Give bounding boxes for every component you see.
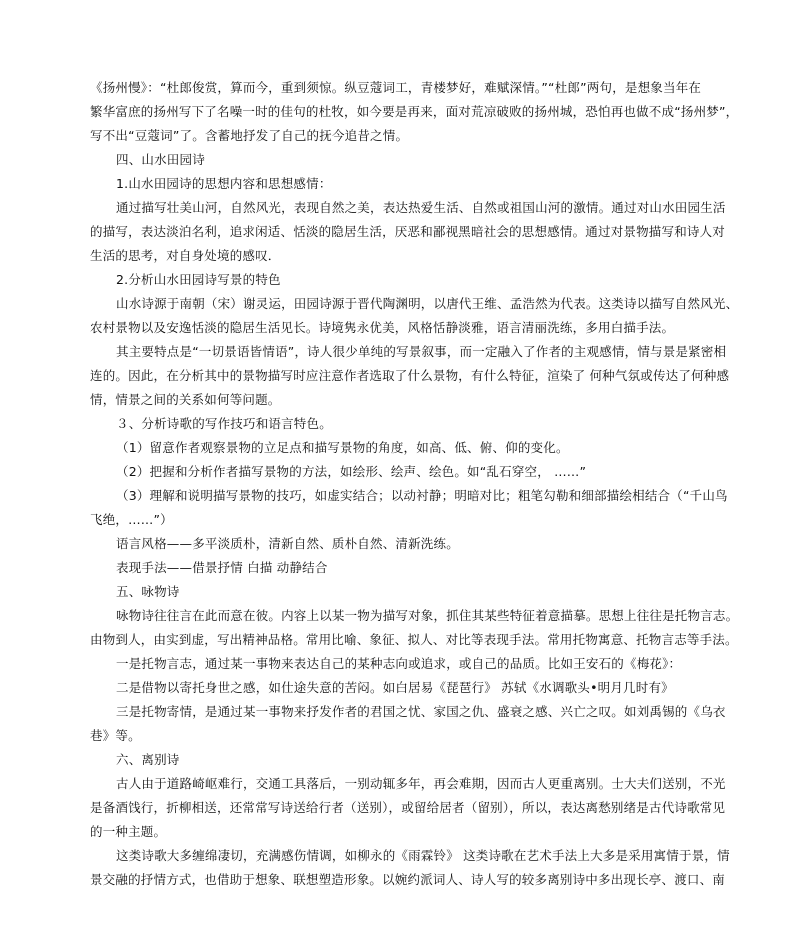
text-line: 是备酒饯行，折柳相送，还常常写诗送给行者（送别），或留给居者（留别），所以，表达离愁别绪是古代诗歌常见 <box>90 800 726 815</box>
text-line: 三是托物寄情，是通过某一事物来抒发作者的君国之忧、家国之仇、盛衰之感、兴亡之叹。如刘禹锡的《乌衣 <box>116 704 726 719</box>
text-line: 飞绝，……”） <box>90 512 173 527</box>
text-line: 情，情景之间的关系如何等问题。 <box>90 392 281 407</box>
text-line: 通过描写壮美山河，自然风光，表现自然之美，表达热爱生活、自然或祖国山河的激情。通过对山水田园生活 <box>116 200 726 215</box>
text-line: 其主要特点是“一切景语皆情语”，诗人很少单纯的写景叙事，而一定融入了作者的主观感情，情与景是紧密相 <box>116 344 727 359</box>
text-line: 《扬州慢》：“杜郎俊赏，算而今，重到须惊。纵豆蔻词工，青楼梦好，难赋深情。”“杜郎”两句，是想象当年在 <box>90 80 702 95</box>
subheading: 2.分析山水田园诗写景的特色 <box>116 272 281 287</box>
list-item: （1）留意作者观察景物的立足点和描写景物的角度，如高、低、俯、仰的变化。 <box>116 440 569 455</box>
text-line: 的一种主题。 <box>90 824 167 839</box>
text-line: 写不出“豆蔻词”了。含蓄地抒发了自己的抚今追昔之情。 <box>90 128 409 143</box>
text-line: 咏物诗往往言在此而意在彼。内容上以某一物为描写对象，抓住其某些特征着意描摹。思想上往往是托物言志。 <box>116 608 739 623</box>
text-line: 山水诗源于南朝（宋）谢灵运，田园诗源于晋代陶渊明，以唐代王维、孟浩然为代表。这类诗以描写自然风光、 <box>116 296 739 311</box>
section-heading: 五、咏物诗 <box>116 584 180 599</box>
text-line: 景交融的抒情方式，也借助于想象、联想塑造形象。以婉约派词人、诗人写的较多离别诗中多出现长亭、渡口、南 <box>90 872 726 887</box>
text-line: 由物到人，由实到虚，写出精神品格。常用比喻、象征、拟人、对比等表现手法。常用托物寓意、托物言志等手法。 <box>90 632 738 647</box>
text-line: 这类诗歌大多缠绵凄切，充满感伤情调，如柳永的《雨霖铃》 这类诗歌在艺术手法上大多是采用寓情于景，情 <box>116 848 730 863</box>
subheading: 1.山水田园诗的思想内容和思想感情： <box>116 176 332 191</box>
section-heading: 六、离别诗 <box>116 752 180 767</box>
text-line: 繁华富庶的扬州写下了名噪一时的佳句的杜牧，如今要是再来，面对荒凉破败的扬州城，恐怕再也做不成“扬州梦”， <box>90 104 739 119</box>
text-line: 表现手法——借景抒情 白描 动静结合 <box>116 560 328 575</box>
list-item: （3）理解和说明描写景物的技巧，如虚实结合；以动衬静；明暗对比；粗笔勾勒和细部描绘相结合（“千山鸟 <box>116 488 728 503</box>
section-heading: 四、山水田园诗 <box>116 152 205 167</box>
text-line: 古人由于道路崎岖难行，交通工具落后，一别动辄多年，再会难期，因而古人更重离别。士大夫们送别，不光 <box>116 776 726 791</box>
text-line: 生活的思考，对自身处境的感叹． <box>90 248 281 263</box>
text-line: 语言风格——多平淡质朴，清新自然、质朴自然、清新洗练。 <box>116 536 459 551</box>
text-line: 的描写，表达淡泊名利，追求闲适、恬淡的隐居生活，厌恶和鄙视黑暗社会的思想感情。通过对景物描写和诗人对 <box>90 224 726 239</box>
text-line: 巷》等。 <box>90 728 141 743</box>
text-line: 一是托物言志，通过某一事物来表达自己的某种志向或追求，或自己的品质。比如王安石的《梅花》： <box>116 656 682 671</box>
text-line: 连的。因此，在分析其中的景物描写时应注意作者选取了什么景物，有什么特征，渲染了 何种气氛或传达了何种感 <box>90 368 730 383</box>
subheading: ３、分析诗歌的写作技巧和语言特色。 <box>116 416 332 431</box>
list-item: （2）把握和分析作者描写景物的方法，如绘形、绘声、绘色。如“乱石穿空， ……” <box>116 464 587 479</box>
text-line: 二是借物以寄托身世之感，如仕途失意的苦闷。如白居易《琵琶行》 苏轼《水调歌头•明月几时有》 <box>116 680 674 695</box>
text-line: 农村景物以及安逸恬淡的隐居生活见长。诗境隽永优美，风格恬静淡雅，语言清丽洗练，多用白描手法。 <box>90 320 675 335</box>
